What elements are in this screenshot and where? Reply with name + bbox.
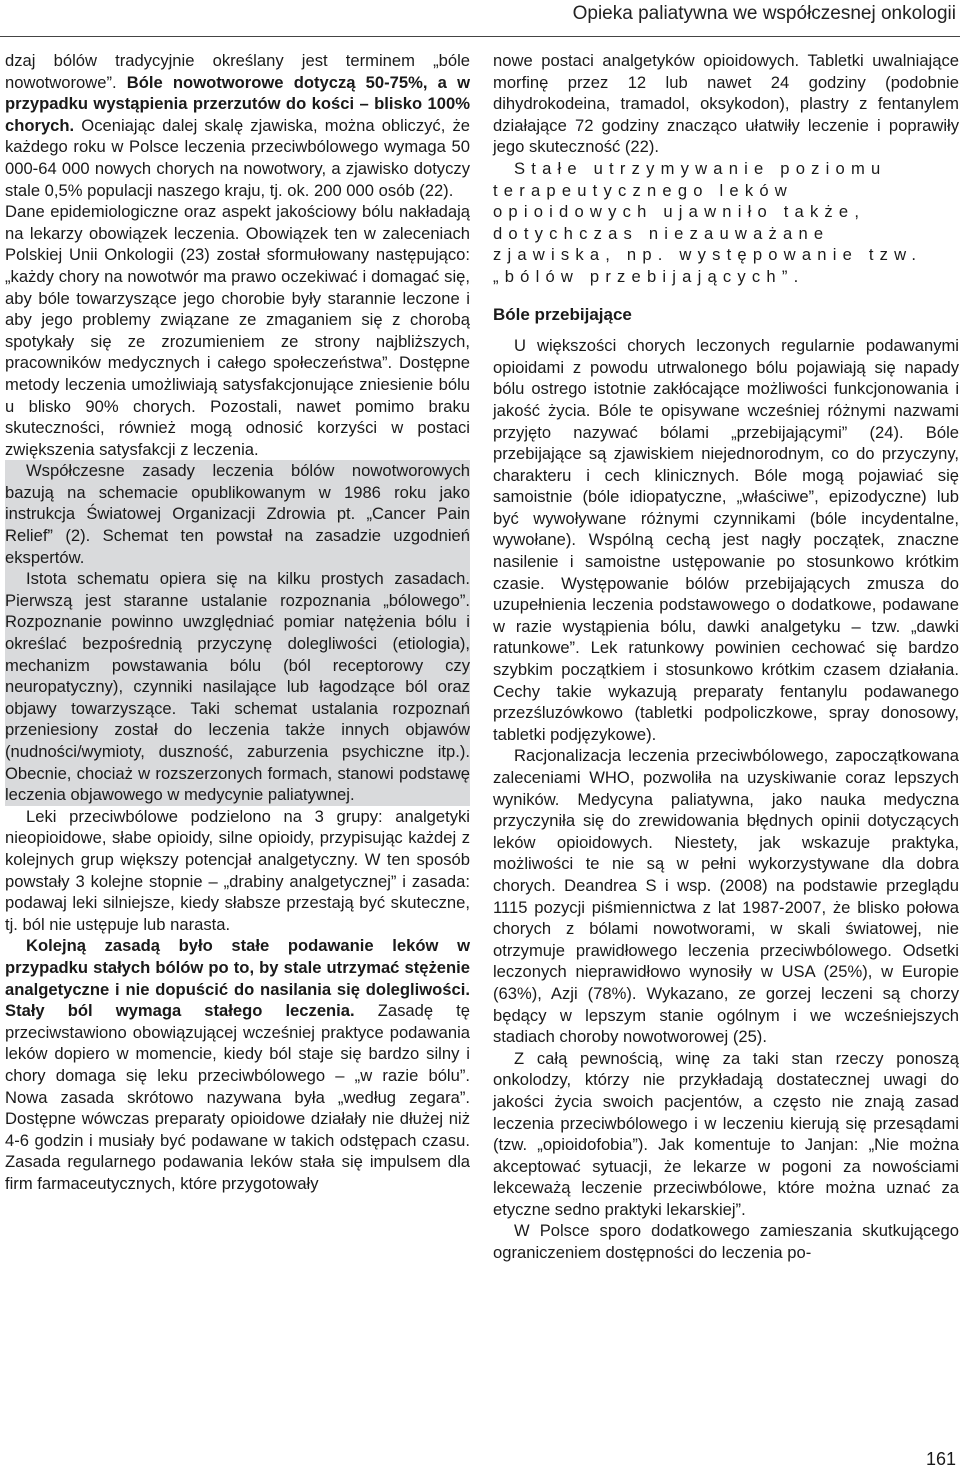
paragraph — [5, 935, 470, 1194]
text-run: dzaj bólów tradycyjnie określany jest terminem „bóle nowotworowe”. — [5, 51, 470, 92]
section-heading: Bóle przebijające — [493, 304, 632, 324]
text-run: Oceniając dalej skalę zjawiska, można obliczyć, że każdego roku w Polsce leczenia przeciwbólowego wymaga 50 000-64 000 nowych chorych na nowotwory, a zjawisko dotyczy stale 0,5% populacji naszego kraju, tj. ok. 200 000 osób (22). — [5, 115, 470, 200]
spaced-paragraph: Stałe utrzymywanie poziomu terapeutycznego leków opioidowych ujawniło także, dotychczas niezauważane zjawiska, np. występowanie tzw. „bólów przebijających”. — [493, 158, 923, 286]
paragraph: Dane epidemiologiczne oraz aspekt jakościowy bólu nakładają na lekarzy obowiązek leczenia. Obowiązek ten w zaleceniach Polskiej Unii Onkologii (23) został sformułowany następująco: „każdy chory na nowotwór ma prawo oczekiwać i domagać się, aby bóle towarzyszące jego chorobie były starannie leczone i aby jego problemy związane ze zmaganiem się z chorobą spotykały się ze zrozumieniem ze strony najbliższych, pracowników medycznych i całego społeczeństwa”. Dostępne metody leczenia umożliwiają satysfakcjonujące zniesienie bólu u blisko 90% chorych. Pozostali, nawet pomimo braku skuteczności, również mogą odnosić korzyści w postaci zwiększenia satysfakcji z leczenia. — [5, 202, 470, 459]
paragraph: Z całą pewnością, winę za taki stan rzeczy ponoszą onkolodzy, którzy nie przykładają dostatecznej uwagi do jakości życia swoich pacjentów, a często nie znają zasad leczenia przeciwbólowego i w leczeniu kierują się przesądami (tzw. „opioidofobia”). Jak komentuje to Janjan: „Nie można akceptować sytuacji, że lekarze w pogoni za nowościami lekceważą leczenie przeciwbólowe, które można uznać za etyczne sedno praktyki lekarskiej”. — [493, 1048, 959, 1219]
paragraph: nowe postaci analgetyków opioidowych. Tabletki uwalniające morfinę przez 12 lub nawet 24 godziny (podobnie dihydrokodeina, tramadol, oksykodon), plastry z fentanylem działające 72 godziny znacząco ułatwiły leczenie i poprawiły jego skuteczność (22). — [493, 51, 959, 157]
bold-text: Kolejną zasadą było stałe podawanie leków w przypadku stałych bólów po to, by stale utrzymać stężenie analgetyczne i nie dopuścić do nasilania się dolegliwości. Stały ból wymaga stałego leczenia. — [5, 936, 470, 1021]
paragraph: Współczesne zasady leczenia bólów nowotworowych bazują na schemacie opublikowanym w 1986 roku jako instrukcja Światowej Organizacji Zdrowia pt. „Cancer Pain Relief” (2). Schemat ten powstał na zasadzie uzgodnień ekspertów. — [5, 461, 470, 567]
paragraph — [5, 50, 470, 201]
left-column — [5, 50, 470, 1194]
paragraph: Leki przeciwbólowe podzielono na 3 grupy: analgetyki nieopioidowe, słabe opioidy, silne opioidy, przypisując każdej z kolejnych grup większy potencjał analgetyczny. W ten sposób powstały 3 kolejne stopnie – „drabiny analgetycznej” i zasada: podawaj leki silniejsze, kiedy słabsze przestają być skuteczne, tj. ból nie ustępuje lub narasta. — [5, 806, 470, 934]
bold-text: Bóle nowotworowe dotyczą 50-75%, a w przypadku wystąpienia przerzutów do kości – blisko 100% chorych. — [5, 72, 470, 135]
paragraph: U większości chorych leczonych regularnie podawanymi opioidami z powodu utrwalonego bólu pojawiają się napady bólu ostrego istotnie zakłócające możliwości funkcjonowania i jakość życia. Bóle te opisywane wcześniej różnymi nazwami przyjęto nazywać bólami „przebijającymi” (24). Bóle przebijające są zjawiskiem niejednorodnym, co do przyczyny, charakteru i cech klinicznych. Bóle mogą pojawiać się samoistnie (bóle idiopatyczne, „właściwe”, epizodyczne) lub być wywoływane różnymi czynnikami (bóle incydentalne, wywołane). Wspólną cechą jest nagły początek, znaczne nasilenie i samoistne ustępowanie po stosunkowo krótkim czasie. Występowanie bólów przebijających zmusza do uzupełnienia leczenia podstawowego o dodatkowe, podawane w razie wystąpienia bólu, dawki analgetyku – tzw. „dawki ratunkowe”. Lek ratunkowy powinien cechować się bardzo szybkim początkiem i stosunkowo krótkim czasem działania. Cechy takie wykazują preparaty fentanylu podawanego przezśluzówkowo (tabletki podpoliczkowe, spray donosowy, tabletki podjęzykowe). — [493, 336, 959, 744]
running-header — [0, 0, 960, 37]
page-number: 161 — [925, 1449, 956, 1469]
paragraph: Istota schematu opiera się na kilku prostych zasadach. Pierwszą jest staranne ustalanie rozpoznania „bólowego”. Rozpoznanie powinno uwzględniać pomiar natężenia bólu i określać bezpośrednią przyczynę dolegliwości (etiologia), mechanizm powstawania bólu (ból receptorowy czy neuropatyczny), czynniki nasilające lub łagodzące ból oraz objawy towarzyszące. Taki schemat ustalania rozpoznań przeniesiony został do leczenia także innych objawów (nudności/wymioty, duszność, zaburzenia psychiczne itp.). Obecnie, chociaż w rozszerzonych formach, stanowi podstawę leczenia objawowego w medycynie paliatywnej. — [5, 569, 470, 805]
paragraph: W Polsce sporo dodatkowego zamieszania skutkującego ograniczeniem dostępności do leczenia po- — [493, 1221, 959, 1263]
highlighted-block — [5, 460, 470, 806]
text-run: Zasadę tę przeciwstawiono obowiązującej wcześniej praktyce podawania leków dopiero w momencie, kiedy ból staje się bardzo silny i chory domaga się leku przeciwbólowego – „w razie bólu”. Nowa zasada skrótowo nazywana była „według zegara”. Dostępne wówczas preparaty opioidowe działały nie dłużej niż 4-6 godzin i musiały być podawane w takich odstępach czasu. Zasada regularnego podawania leków stała się impulsem dla firm farmaceutycznych, które przygotowały — [5, 1001, 470, 1193]
header-title: Opieka paliatywna we współczesnej onkologii — [572, 3, 956, 24]
paragraph: Racjonalizacja leczenia przeciwbólowego, zapoczątkowana zaleceniami WHO, pozwoliła na uzyskiwanie coraz lepszych wyników. Medycyna paliatywna, jako nauka medyczna przyczyniła się do zrewidowania błędnych opinii dotyczących leków opioidowych. Niestety, jak wskazuje praktyka, możliwości te nie są w pełni wykorzystywane dla dobra chorych. Deandrea S i wsp. (2008) na podstawie przeglądu 1115 pozycji piśmiennictwa z lat 1987-2007, że blisko połowa chorych z bólami nowotworami, w skali światowej, nie otrzymuje prawidłowego leczenia przeciwbólowego. Odsetki leczonych nieprawidłowo wynosiły w USA (25%), w Europie (63%), Azji (78%). Wykazano, ze gorzej leczeni są chorzy będący w lepszym stanie ogólnym i we wcześniejszych stadiach choroby nowotworowej (25). — [493, 746, 959, 1047]
right-column — [493, 50, 959, 1264]
